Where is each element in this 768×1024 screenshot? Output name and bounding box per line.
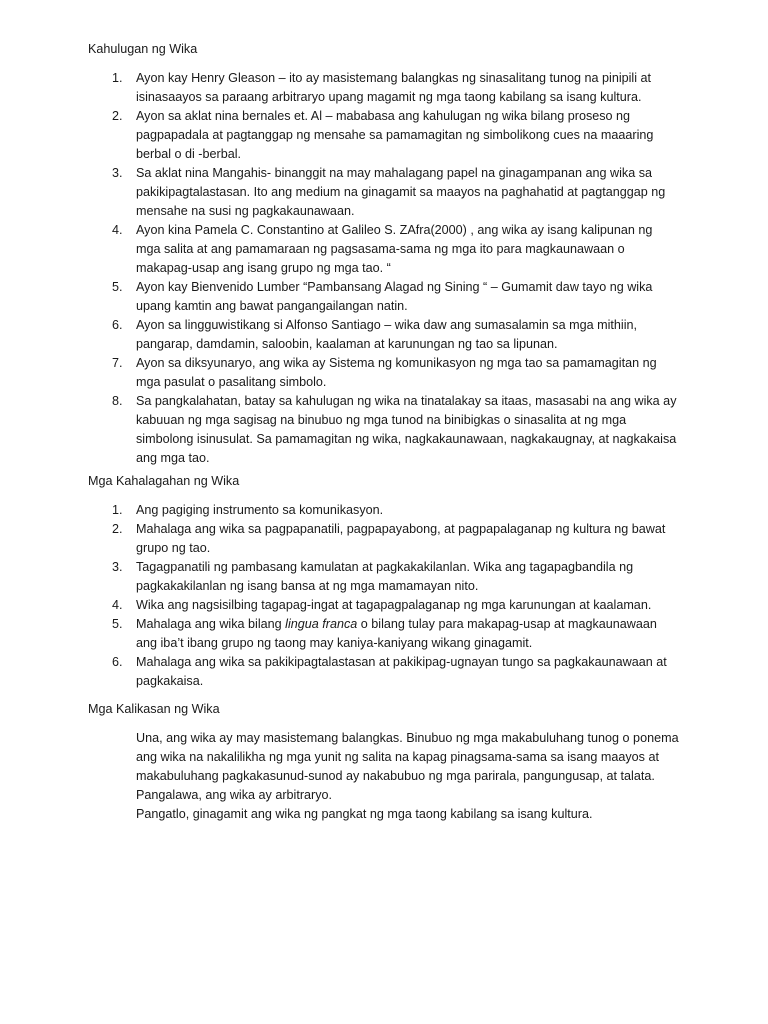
kahalagahan-list (0, 501, 680, 691)
paragraph: Pangatlo, ginagamit ang wika ng pangkat ng mga taong kabilang sa isang kultura. (136, 807, 593, 821)
list-item-text: Mahalaga ang wika sa pakikipagtalastasan at pakikipag-ugnayan tungo sa pagkakaunawaan at pagkakaisa. (136, 655, 667, 688)
list-item-text: Ayon sa lingguwistikang si Alfonso Santiago – wika daw ang sumasalamin sa mga mithiin, pangarap, damdamin, saloobin, kaalaman at karunungan ng tao sa lipunan. (136, 318, 637, 351)
list-item: 8. Sa pangkalahatan, batay sa kahulugan ng wika na tinatalakay sa itaas, masasabi na ang wika ay kabuuan ng mga sagisag na binubuo ng mga tunod na binibigkas o sinasalita at ng mga simbolong isinusulat. Sa pamamagitan ng wika, nagkakaunawaan, nagkakaugnay, at nagkakaisa ang mga tao. (112, 394, 677, 465)
list-item-text: Sa pangkalahatan, batay sa kahulugan ng wika na tinatalakay sa itaas, masasabi na ang wika ay kabuuan ng mga sagisag na binubuo ng mga tunod na binibigkas o sinasalita at ng mga simbolong isinusulat. Sa pamamagitan ng wika, nagkakaunawaan, nagkakaugnay, at nagkakaisa ang mga tao. (136, 394, 677, 465)
section-heading-kahalagahan: Mga Kahalagahan ng Wika (88, 474, 240, 488)
list-item: 1. Ang pagiging instrumento sa komunikasyon. (112, 503, 384, 517)
list-item-text: Tagagpanatili ng pambasang kamulatan at pagkakakilanlan. Wika ang tagapagbandila ng pagkakakilanlan ng isang bansa at ng mga mamamayan nito. (136, 560, 634, 593)
list-item: 1. Ayon kay Henry Gleason – ito ay masistemang balangkas ng sinasalitang tunog na pinipili at isinasaayos sa paraang arbitraryo upang magamit ng mga taong kabilang sa isang kultura. (112, 71, 652, 104)
list-item: 6. Mahalaga ang wika sa pakikipagtalastasan at pakikipag-ugnayan tungo sa pagkakaunawaan at pagkakaisa. (112, 655, 667, 688)
list-item: 4. Ayon kina Pamela C. Constantino at Galileo S. ZAfra(2000) , ang wika ay isang kalipunan ng mga salita at ang pamamaraan ng pagsasama-sama ng mga ito para magkaunawaan o makapag-usap ang isang grupo ng mga tao. “ (112, 223, 653, 275)
list-item-text: Ayon kay Henry Gleason – ito ay masistemang balangkas ng sinasalitang tunog na pinipili at isinasaayos sa paraang arbitraryo upang magamit ng mga taong kabilang sa isang kultura. (136, 71, 652, 104)
list-item: 5. Ayon kay Bienvenido Lumber “Pambansang Alagad ng Sining “ – Gumamit daw tayo ng wika upang kamtin ang bawat pangangailangan natin. (112, 280, 653, 313)
list-item: 3. Tagagpanatili ng pambasang kamulatan at pagkakakilanlan. Wika ang tagapagbandila ng pagkakakilanlan ng isang bansa at ng mga mamamayan nito. (112, 560, 634, 593)
list-item-text: Ayon sa aklat nina bernales et. Al – mababasa ang kahulugan ng wika bilang proseso ng pagpapadala at pagtanggap ng mensahe sa pamamagitan ng simbolikong cues na maaaring berbal o di -berbal. (136, 109, 654, 161)
list-item-text: Sa aklat nina Mangahis- binanggit na may mahalagang papel na ginagampanan ang wika sa pakikipagtalastasan. Ito ang medium na ginagamit sa maayos na paghahatid at pagtanggap ng mensahe na susi ng pagkakaunawaan. (136, 166, 666, 218)
paragraph: Una, ang wika ay may masistemang balangkas. Binubuo ng mga makabuluhang tunog o ponema ang wika na nakalilikha ng mga yunit ng salita na kapag pinagsama-sama sa isang maayos at makabuluhang pagkakasunud-sunod ay nakabubuo ng mga parirala, pangungusap, at talata. (136, 731, 679, 783)
list-item: 3. Sa aklat nina Mangahis- binanggit na may mahalagang papel na ginagampanan ang wika sa pakikipagtalastasan. Ito ang medium na ginagamit sa maayos na paghahatid at pagtanggap ng mensahe na susi ng pagkakaunawaan. (112, 166, 666, 218)
list-item-text: Ayon sa diksyunaryo, ang wika ay Sistema ng komunikasyon ng mga tao sa pamamagitan ng mga pasulat o pasalitang simbolo. (136, 356, 657, 389)
paragraph: Pangalawa, ang wika ay arbitraryo. (136, 788, 333, 802)
lingua-franca-term: lingua franca (285, 617, 358, 631)
list-item-text: Wika ang nagsisilbing tagapag-ingat at tagapagpalaganap ng mga karunungan at kaalaman. (136, 598, 652, 612)
list-item: 2. Mahalaga ang wika sa pagpapanatili, pagpapayabong, at pagpapalaganap ng kultura ng bawat grupo ng tao. (112, 522, 666, 555)
section-heading-kalikasan: Mga Kalikasan ng Wika (88, 702, 220, 716)
kalikasan-paragraphs (136, 729, 684, 824)
list-item-text: Ayon kay Bienvenido Lumber “Pambansang Alagad ng Sining “ – Gumamit daw tayo ng wika upang kamtin ang bawat pangangailangan natin. (136, 280, 653, 313)
list-item-text: Ang pagiging instrumento sa komunikasyon. (136, 503, 384, 517)
list-item: 7. Ayon sa diksyunaryo, ang wika ay Sistema ng komunikasyon ng mga tao sa pamamagitan ng mga pasulat o pasalitang simbolo. (112, 356, 657, 389)
list-item: 5. Mahalaga ang wika bilang lingua franca o bilang tulay para makapag-usap at magkaunawaan ang iba’t ibang grupo ng taong may kaniya-kaniyang wikang ginagamit. (112, 617, 657, 650)
list-item: 6. Ayon sa lingguwistikang si Alfonso Santiago – wika daw ang sumasalamin sa mga mithiin, pangarap, damdamin, saloobin, kaalaman at karunungan ng tao sa lipunan. (112, 318, 637, 351)
list-item: 4. Wika ang nagsisilbing tagapag-ingat at tagapagpalaganap ng mga karunungan at kaalaman. (112, 598, 652, 612)
list-item-text: Mahalaga ang wika bilang lingua franca o bilang tulay para makapag-usap at magkaunawaan ang iba’t ibang grupo ng taong may kaniya-kaniyang wikang ginagamit. (136, 617, 657, 650)
section-heading-kahulugan: Kahulugan ng Wika (88, 42, 198, 56)
kahulugan-list (0, 69, 680, 468)
list-item-text: Ayon kina Pamela C. Constantino at Galileo S. ZAfra(2000) , ang wika ay isang kalipunan ng mga salita at ang pamamaraan ng pagsasama-sama ng mga ito para magkaunawaan o makapag-usap ang isang grupo ng mga tao. “ (136, 223, 653, 275)
list-item: 2. Ayon sa aklat nina bernales et. Al – mababasa ang kahulugan ng wika bilang proseso ng pagpapadala at pagtanggap ng mensahe sa pamamagitan ng simbolikong cues na maaaring berbal o di -berbal. (112, 109, 654, 161)
list-item-text: Mahalaga ang wika sa pagpapanatili, pagpapayabong, at pagpapalaganap ng kultura ng bawat grupo ng tao. (136, 522, 666, 555)
